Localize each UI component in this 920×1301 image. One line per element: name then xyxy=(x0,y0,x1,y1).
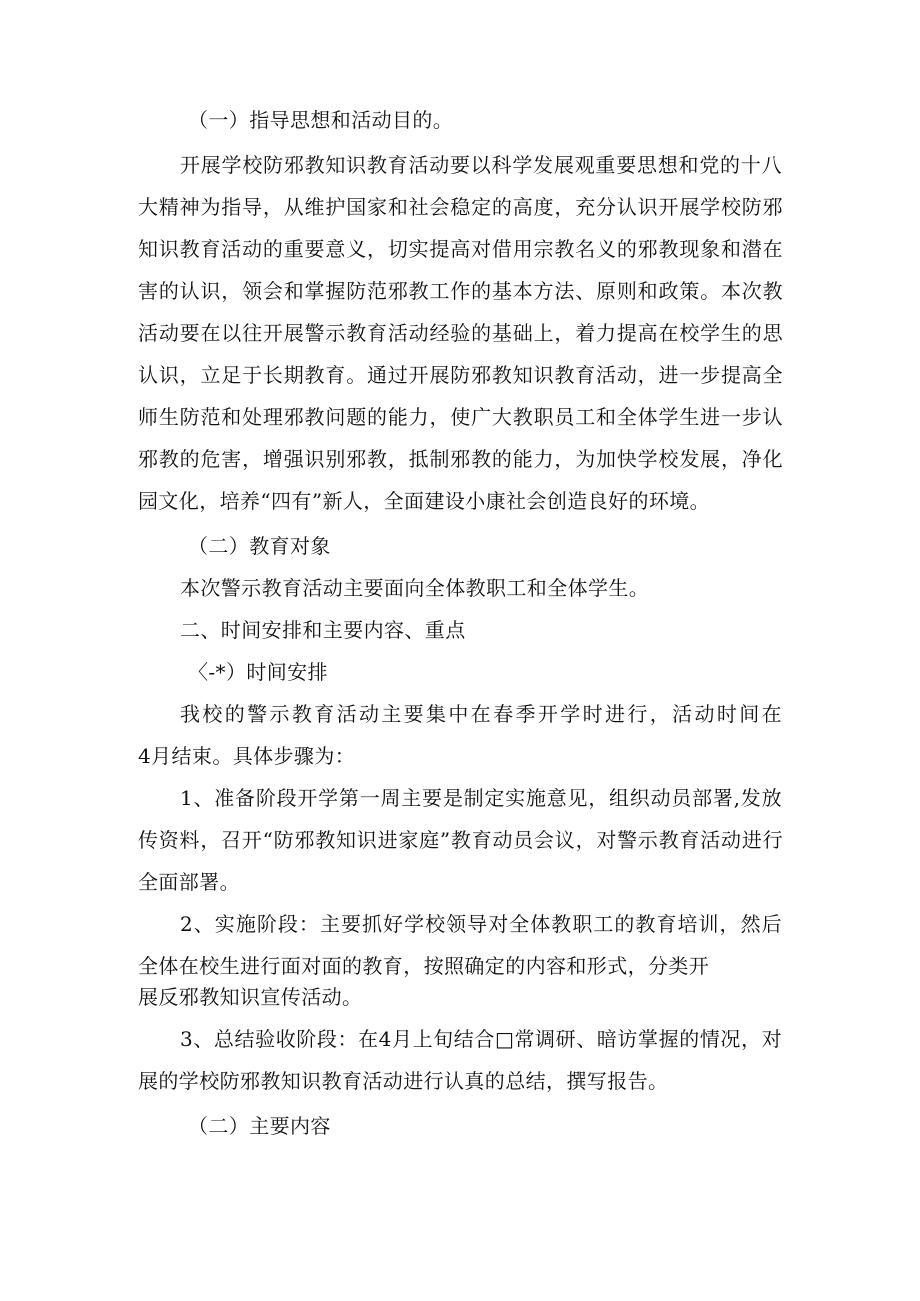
paragraph-line: 邪教的危害，增强识别邪教，抵制邪教的能力，为加快学校发展，净化 xyxy=(138,447,783,471)
heading-guiding-thought: （一）指导思想和活动目的。 xyxy=(188,108,454,132)
paragraph-line: 展的学校防邪教知识教育活动进行认真的总结，撰写报告。 xyxy=(138,1069,669,1093)
paragraph-line: 认识，立足于长期教育。通过开展防邪教知识教育活动，进一步提高全 xyxy=(138,363,783,387)
heading-main-content: （二）主要内容 xyxy=(188,1114,331,1138)
paragraph-line: 我校的警示教育活动主要集中在春季开学时进行，活动时间在 xyxy=(180,702,782,726)
paragraph-line: 展反邪教知识宣传活动。 xyxy=(138,985,363,1009)
paragraph-line: 知识教育活动的重要意义，切实提高对借用宗教名义的邪教现象和潜在 xyxy=(138,237,783,261)
paragraph-line: 全面部署。 xyxy=(138,870,240,894)
paragraph-line: 园文化，培养“四有”新人，全面建设小康社会创造良好的环境。 xyxy=(138,489,711,513)
paragraph-line: 大精神为指导，从维护国家和社会稳定的高度，充分认识开展学校防邪 xyxy=(138,195,783,219)
paragraph-line: 活动要在以往开展警示教育活动经验的基础上，着力提高在校学生的思 xyxy=(138,321,783,345)
heading-section-two: 二、时间安排和主要内容、重点 xyxy=(180,618,466,642)
paragraph-line: 全体在校生进行面对面的教育，按照确定的内容和形式，分类开 xyxy=(138,954,710,978)
paragraph-line: 2、实施阶段：主要抓好学校领导对全体教职工的教育培训，然后 xyxy=(180,912,782,936)
paragraph-line: 害的认识，领会和掌握防范邪教工作的基本方法、原则和政策。本次教 xyxy=(138,279,783,303)
heading-education-target: （二）教育对象 xyxy=(188,534,331,558)
paragraph-line: 4月结束。具体步骤为： xyxy=(138,744,356,768)
heading-time-arrangement: 〈-*）时间安排 xyxy=(188,660,328,684)
paragraph-line: 1、准备阶段开学第一周主要是制定实施意见，组织动员部署,发放 xyxy=(180,786,782,810)
paragraph-line: 传资料，召开“防邪教知识进家庭”教育动员会议，对警示教育活动进行 xyxy=(138,828,783,852)
paragraph-line: 本次警示教育活动主要面向全体教职工和全体学生。 xyxy=(180,576,650,600)
paragraph-line: 师生防范和处理邪教问题的能力，使广大教职员工和全体学生进一步认 xyxy=(138,405,783,429)
paragraph-line: 开展学校防邪教知识教育活动要以科学发展观重要思想和党的十八 xyxy=(180,153,782,177)
paragraph-line: 3、总结验收阶段：在4月上旬结合□常调研、暗访掌握的情况，对 xyxy=(180,1027,782,1051)
